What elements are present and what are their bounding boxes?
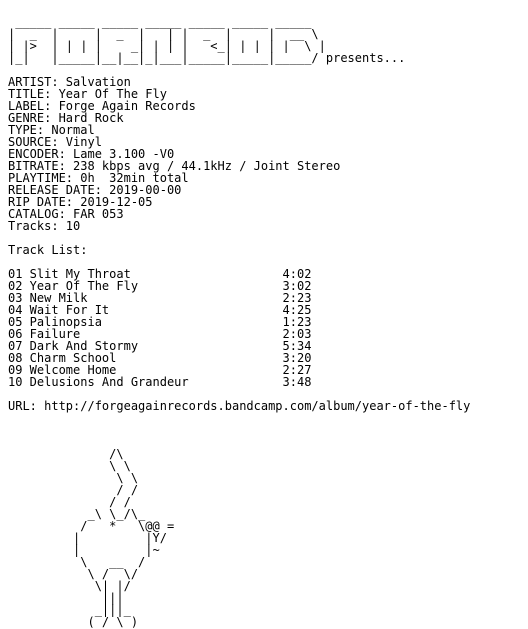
genre-line: GENRE: Hard Rock xyxy=(8,111,124,125)
logo-line: | |> | | | | _| | | | <_| | | | | \ | xyxy=(8,39,326,53)
ascii-art-line: / / xyxy=(8,483,139,497)
track-row: 01 Slit My Throat 4:02 xyxy=(8,267,312,281)
nfo-document xyxy=(8,16,470,628)
track-row: 09 Welcome Home 2:27 xyxy=(8,363,312,377)
track-row: 06 Failure 2:03 xyxy=(8,327,312,341)
source-line: SOURCE: Vinyl xyxy=(8,135,102,149)
blank-line xyxy=(8,412,470,424)
track-row: 10 Delusions And Grandeur 3:48 xyxy=(8,375,312,389)
playtime-line: PLAYTIME: 0h 32min total xyxy=(8,171,189,185)
track-row: 08 Charm School 3:20 xyxy=(8,351,312,365)
ascii-art-line: \ \ xyxy=(8,459,131,473)
rip-date-line: RIP DATE: 2019-12-05 xyxy=(8,195,153,209)
ascii-art-line: _\ \_/\_ xyxy=(8,507,146,521)
track-row: 02 Year Of The Fly 3:02 xyxy=(8,279,312,293)
ascii-art-line: ||| xyxy=(8,591,124,605)
type-line: TYPE: Normal xyxy=(8,123,95,137)
track-row: 04 Wait For It 4:25 xyxy=(8,303,312,317)
tracks-count-line: Tracks: 10 xyxy=(8,219,81,233)
bitrate-line: BITRATE: 238 kbps avg / 44.1kHz / Joint Stereo xyxy=(8,159,341,173)
label-line: LABEL: Forge Again Records xyxy=(8,99,196,113)
ascii-art-line: /\ xyxy=(8,447,124,461)
track-row: 03 New Milk 2:23 xyxy=(8,291,312,305)
ascii-art-line: | |Y/ xyxy=(8,531,167,545)
ascii-art-line: _|||_ xyxy=(8,603,131,617)
title-line: TITLE: Year Of The Fly xyxy=(8,87,167,101)
track-row: 07 Dark And Stormy 5:34 xyxy=(8,339,312,353)
blank-line xyxy=(8,424,470,436)
encoder-line: ENCODER: Lame 3.100 -V0 xyxy=(8,147,175,161)
logo-line: |_| |_____|__|__|_|___|_____|_____|_____/ presents... xyxy=(8,51,406,65)
ascii-art-line: \ __ / xyxy=(8,555,146,569)
ascii-art-line: \ \ xyxy=(8,471,139,485)
release-date-line: RELEASE DATE: 2019-00-00 xyxy=(8,183,182,197)
ascii-art-line: / / xyxy=(8,495,131,509)
url-line: URL: http://forgeagainrecords.bandcamp.com/album/year-of-the-fly xyxy=(8,399,471,413)
ascii-art-line: / * \@@ = xyxy=(8,519,175,533)
logo-line: | _ | | _ | | | _ | | __ \ xyxy=(8,27,319,41)
track-list-heading: Track List: xyxy=(8,243,88,257)
track-row: 05 Palinopsia 1:23 xyxy=(8,315,312,329)
ascii-art-line: ( / \ ) xyxy=(8,615,139,629)
ascii-art-line: | |~ xyxy=(8,543,160,557)
catalog-line: CATALOG: FAR 053 xyxy=(8,207,124,221)
ascii-art-line: \ / \/ xyxy=(8,567,139,581)
ascii-art-line: \| |/ xyxy=(8,579,131,593)
logo-line: _____ _____ _____ _____ _____ _____ _____ xyxy=(8,15,312,29)
artist-line: ARTIST: Salvation xyxy=(8,75,131,89)
